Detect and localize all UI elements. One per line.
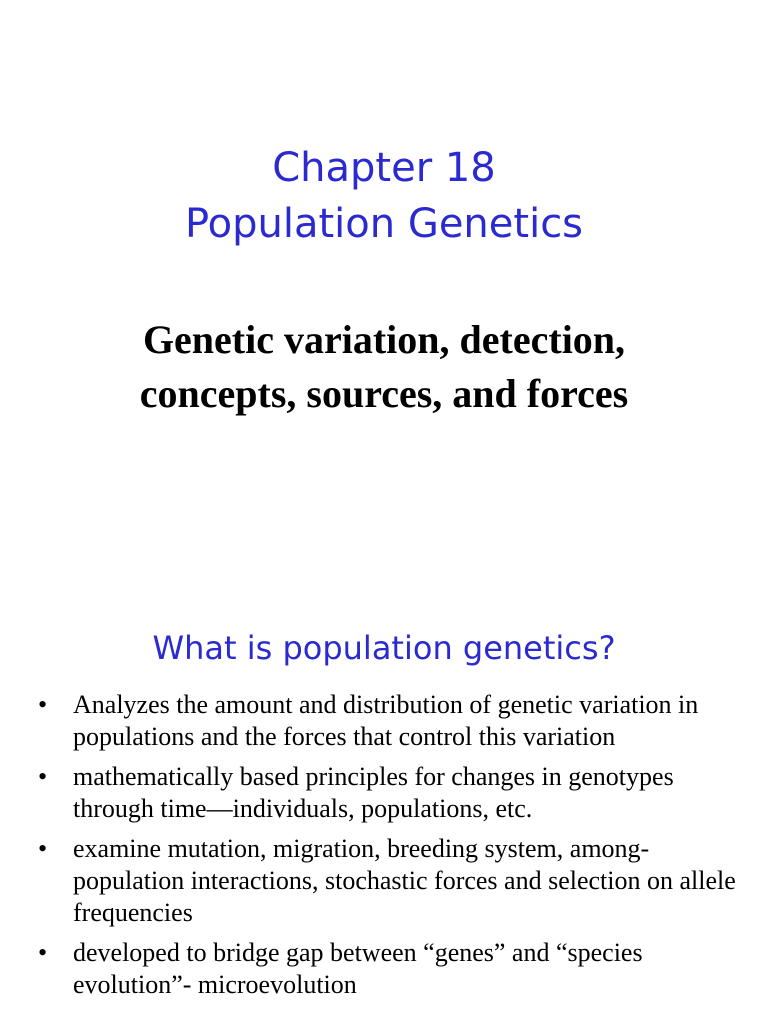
- subtitle-line-1: Genetic variation, detection,: [142, 317, 626, 362]
- chapter-topic-title: Population Genetics: [184, 201, 584, 247]
- section-heading: What is population genetics?: [152, 629, 616, 667]
- bullet-item: [38, 833, 748, 929]
- bullet-text: Analyzes the amount and distribution of genetic variation in populations and the forces that control this variation: [73, 690, 699, 751]
- bullet-icon: •: [38, 834, 48, 863]
- bullet-item: [38, 761, 748, 825]
- bullet-text: mathematically based principles for changes in genotypes through time—individuals, populations, etc.: [73, 762, 674, 823]
- bullet-icon: •: [38, 690, 48, 719]
- bullet-text: examine mutation, migration, breeding system, among-population interactions, stochastic forces and selection on allele frequencies: [73, 834, 736, 927]
- bullet-item: [38, 937, 748, 1001]
- bullet-icon: •: [38, 938, 48, 967]
- bullet-list: [38, 689, 748, 1009]
- subtitle-line-2: concepts, sources, and forces: [139, 371, 629, 416]
- chapter-title: Chapter 18: [272, 145, 496, 191]
- bullet-item: [38, 689, 748, 753]
- bullet-text: developed to bridge gap between “genes” and “species evolution”- microevolution: [73, 938, 643, 999]
- bullet-icon: •: [38, 762, 48, 791]
